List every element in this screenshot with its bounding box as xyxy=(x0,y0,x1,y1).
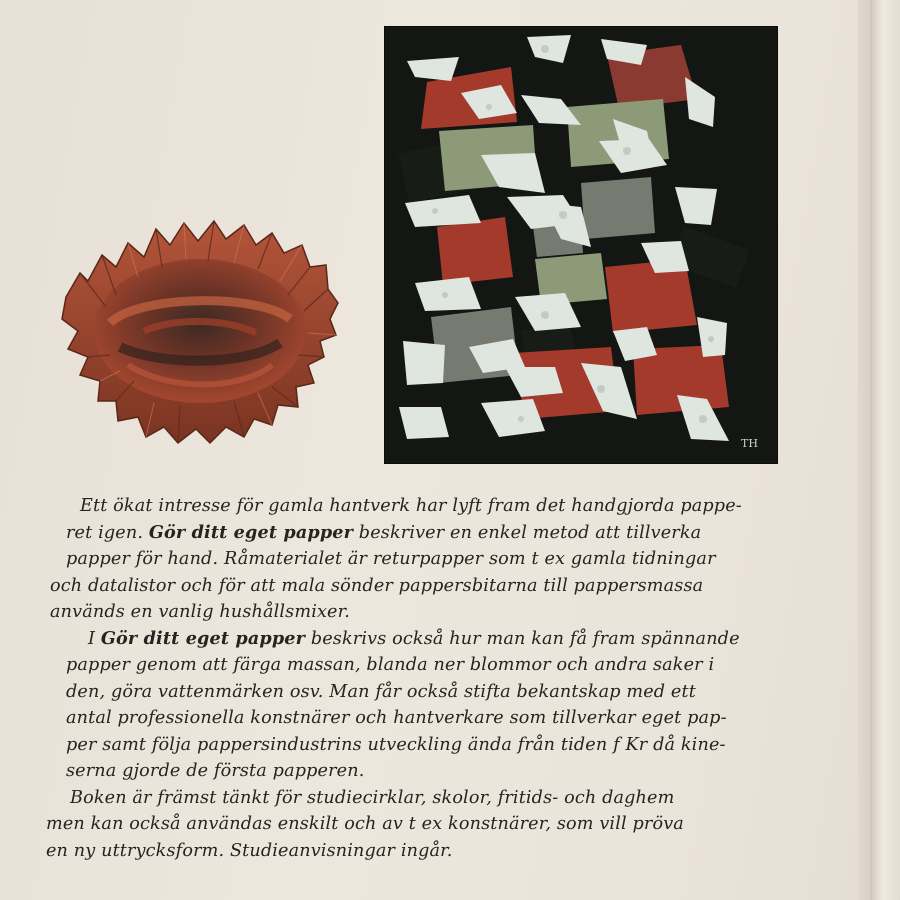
paper-bowl-icon xyxy=(58,215,340,447)
paragraph-3-line-3: en ny uttrycksform. Studieanvisningar ingår. xyxy=(46,840,453,861)
paragraph-2-line-5: per samt följa pappersindustrins utveckling ända från tiden f Kr då kine- xyxy=(66,734,726,755)
page-edge-line xyxy=(870,0,872,900)
paper-collage-artwork xyxy=(385,27,777,463)
paragraph-1-line-5: används en vanlig hushållsmixer. xyxy=(50,602,350,622)
paper-bowl-illustration xyxy=(58,215,340,447)
paragraph-3-line-1: Boken är främst tänkt för studiecirklar, skolor, fritids- och daghem xyxy=(70,787,675,808)
artist-monogram: TH xyxy=(741,437,758,450)
book-title-mention: Gör ditt eget papper xyxy=(148,521,354,543)
paragraph-2-line-4: antal professionella konstnärer och hantverkare som tillverkar eget pap- xyxy=(66,708,727,728)
paragraph-1-line-1: Ett ökat intresse för gamla hantverk har lyft fram det handgjorda pappe- xyxy=(80,496,742,516)
paragraph-2-line-6: serna gjorde de första papperen. xyxy=(66,761,365,781)
paragraph-1-line-4: och datalistor och för att mala sönder pappersbitarna till pappersmassa xyxy=(50,575,704,596)
paper-collage-icon xyxy=(385,27,777,463)
paragraph-1-line-2: ret igen. Gör ditt eget papper beskriver en enkel metod att tillverka xyxy=(66,521,702,543)
page-edge xyxy=(858,0,900,900)
paragraph-1-line-3: papper för hand. Råmaterialet är returpapper som t ex gamla tidningar xyxy=(66,549,716,569)
paragraph-3-line-2: men kan också användas enskilt och av t ex konstnärer, som vill pröva xyxy=(46,814,684,834)
paragraph-2-line-1: I Gör ditt eget papper beskrivs också hur man kan få fram spännande xyxy=(88,627,740,649)
book-title-mention: Gör ditt eget papper xyxy=(100,627,306,649)
paragraph-2-line-2: papper genom att färga massan, blanda ner blommor och andra saker i xyxy=(66,655,715,675)
paragraph-2-line-3: den, göra vattenmärken osv. Man får också stifta bekantskap med ett xyxy=(66,681,696,702)
book-description xyxy=(46,493,784,864)
